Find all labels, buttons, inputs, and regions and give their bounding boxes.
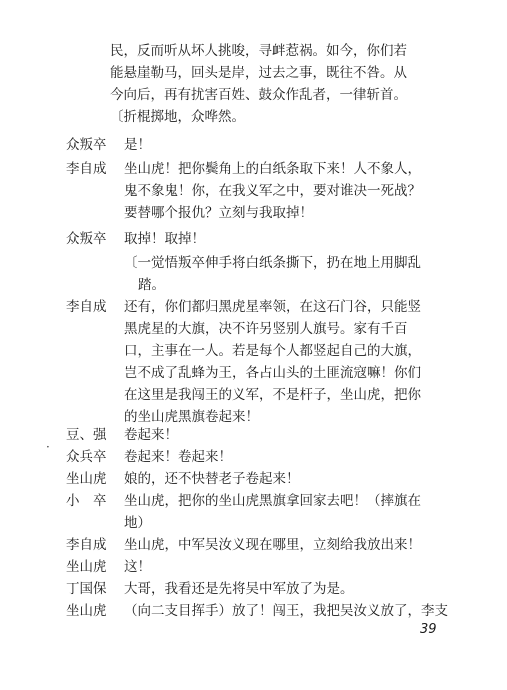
text-line: 坐山虎，把你的坐山虎黑旗拿回家去吧！（摔旗在: [124, 493, 421, 509]
dialogue: [124, 556, 494, 578]
text-line: 今向后，再有扰害百姓、鼓众作乱者，一律斩首。: [110, 87, 407, 103]
speaker-name: 坐山虎: [66, 471, 107, 487]
dialogue: [124, 578, 494, 600]
text-line: 踏。: [138, 277, 165, 293]
text-line: 卷起来！卷起来！: [124, 449, 232, 465]
dialogue: [124, 424, 494, 446]
speaker-name: 众叛卒: [66, 137, 107, 153]
dialogue: [124, 296, 494, 428]
dialogue: [124, 158, 494, 224]
text-line: 岂不成了乱蜂为王，各占山头的土匪流寇嘛！你们: [124, 365, 421, 381]
text-line: 〔一觉悟叛卒伸手将白纸条撕下，扔在地上用脚乱: [124, 255, 421, 271]
dialogue: [124, 534, 494, 556]
speaker-name: 众兵卒: [66, 449, 107, 465]
speaker-name: 坐山虎: [66, 603, 107, 619]
text-line: 民，反而听从坏人挑唆，寻衅惹祸。如今，你们若: [110, 43, 407, 59]
dialogue: [124, 468, 494, 490]
stage-direction: [124, 252, 494, 296]
text-line: 坐山虎，中军吴汝义现在哪里，立刻给我放出来！: [124, 537, 421, 553]
dialogue: [124, 228, 494, 250]
text-line: 是！: [124, 137, 151, 153]
text-line: 鬼不象鬼！你，在我义军之中，要对谁决一死战？: [124, 183, 421, 199]
text-line: 大哥，我看还是先将吴中军放了为是。: [124, 581, 354, 597]
text-line: 的坐山虎黑旗卷起来！: [124, 409, 259, 425]
speaker-name: 李自成: [66, 537, 107, 553]
text-line: 黑虎星的大旗，决不许另竖别人旗号。家有千百: [124, 321, 408, 337]
text-line: 要替哪个报仇？立刻与我取掉！: [124, 205, 313, 221]
speaker-name: 丁国保: [66, 581, 107, 597]
speaker-name: 坐山虎: [66, 559, 107, 575]
text-line: 还有，你们都归黑虎星率领，在这石门谷，只能竖: [124, 299, 421, 315]
speaker-name: 众叛卒: [66, 231, 107, 247]
dialogue: [124, 490, 494, 534]
dialogue: [124, 134, 494, 156]
speaker-name: 小 卒: [66, 493, 107, 509]
text-line: 坐山虎！把你鬓角上的白纸条取下来！人不象人，: [124, 161, 421, 177]
speaker-name: 李自成: [66, 299, 107, 315]
margin-mark: ·: [46, 440, 50, 454]
speaker-name: 李自成: [66, 161, 107, 177]
text-line: 地）: [124, 515, 151, 531]
text-line: （向二支目挥手）放了！闯王，我把吴汝义放了，李支: [124, 603, 448, 619]
text-line: 这！: [124, 559, 151, 575]
text-line: 口，主事在一人。若是每个人都竖起自己的大旗，: [124, 343, 421, 359]
dialogue: [124, 600, 494, 622]
speaker-name: 豆、强: [66, 427, 107, 443]
text-line: 能悬崖勒马，回头是岸，过去之事，既往不咎。从: [110, 65, 407, 81]
text-line: 在这里是我闯王的义军，不是杆子，坐山虎，把你: [124, 387, 421, 403]
text-line: 卷起来！: [124, 427, 178, 443]
page-number: 39: [420, 622, 437, 637]
text-line: 取掉！取掉！: [124, 231, 205, 247]
dialogue: [124, 446, 494, 468]
intro-paragraph: [110, 40, 490, 128]
stage-direction: 〔折棍掷地，众哗然。: [110, 109, 245, 125]
text-line: 娘的，还不快替老子卷起来！: [124, 471, 300, 487]
